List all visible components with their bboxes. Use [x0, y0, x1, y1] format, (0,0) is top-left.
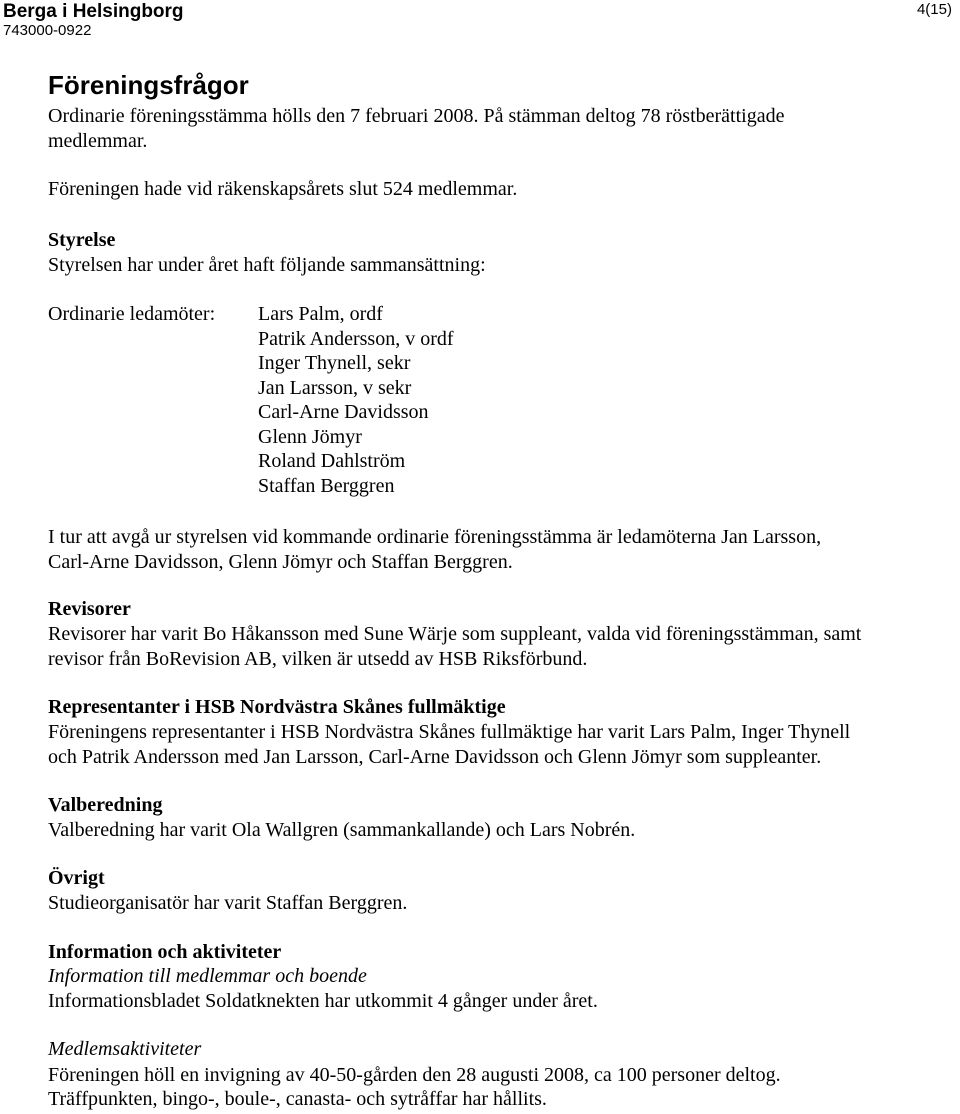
page-number: 4(15) [916, 1, 952, 18]
board-member: Lars Palm, ordf [258, 303, 383, 325]
board-member: Patrik Andersson, v ordf [258, 327, 454, 350]
auditors-heading: Revisorer [48, 598, 131, 620]
other-heading: Övrigt [48, 867, 105, 889]
board-intro: Styrelsen har under året haft följande sammansättning: [48, 254, 486, 276]
information-heading: Information och aktiviteter [48, 941, 282, 963]
nomination-heading: Valberedning [48, 794, 163, 816]
board-member: Glenn Jömyr [258, 425, 362, 448]
auditors-line1: Revisorer har varit Bo Håkansson med Sune Wärje som suppleant, valda vid föreningsstämman, samt [48, 623, 862, 645]
nomination-text: Valberedning har varit Ola Wallgren (sammankallande) och Lars Nobrén. [48, 819, 636, 841]
board-retire-line2: Carl-Arne Davidsson, Glenn Jömyr och Staffan Berggren. [48, 551, 513, 573]
meeting-text-line1: Ordinarie föreningsstämma hölls den 7 februari 2008. På stämman deltog 78 röstberättigade [48, 105, 785, 127]
board-retire-line1: I tur att avgå ur styrelsen vid kommande ordinarie föreningsstämma är ledamöterna Jan Larsson, [48, 526, 822, 548]
organization-number: 743000-0922 [3, 22, 92, 39]
board-member: Carl-Arne Davidsson [258, 401, 429, 423]
board-label: Ordinarie ledamöter: [48, 303, 216, 325]
representatives-line2: och Patrik Andersson med Jan Larsson, Carl-Arne Davidsson och Glenn Jömyr som suppleanter. [48, 746, 822, 768]
board-heading: Styrelse [48, 229, 116, 251]
representatives-line1: Föreningens representanter i HSB Nordvästra Skånes fullmäktige har varit Lars Palm, Inger Thynell [48, 721, 851, 743]
activities-subheading: Medlemsaktiviteter [48, 1038, 202, 1060]
page-title: Föreningsfrågor [48, 70, 249, 100]
meeting-text-line2: medlemmar. [48, 130, 148, 152]
board-member: Staffan Berggren [258, 474, 395, 497]
board-member: Inger Thynell, sekr [258, 352, 411, 374]
information-subheading: Information till medlemmar och boende [48, 965, 367, 987]
other-text: Studieorganisatör har varit Staffan Berggren. [48, 892, 408, 914]
representatives-heading: Representanter i HSB Nordvästra Skånes fullmäktige [48, 696, 506, 718]
board-member: Jan Larsson, v sekr [258, 376, 412, 399]
organization-name: Berga i Helsingborg [3, 1, 184, 22]
information-text: Informationsbladet Soldatknekten har utkommit 4 gånger under året. [48, 990, 598, 1012]
board-member-list [258, 302, 454, 498]
activities-line1: Föreningen höll en invigning av 40-50-gården den 28 augusti 2008, ca 100 personer deltog. [48, 1064, 781, 1086]
auditors-line2: revisor från BoRevision AB, vilken är utsedd av HSB Riksförbund. [48, 648, 588, 670]
board-member: Roland Dahlström [258, 450, 406, 472]
membership-text: Föreningen hade vid räkenskapsårets slut 524 medlemmar. [48, 178, 518, 200]
activities-line2: Träffpunkten, bingo-, boule-, canasta- och sytråffar har hållits. [48, 1088, 547, 1110]
